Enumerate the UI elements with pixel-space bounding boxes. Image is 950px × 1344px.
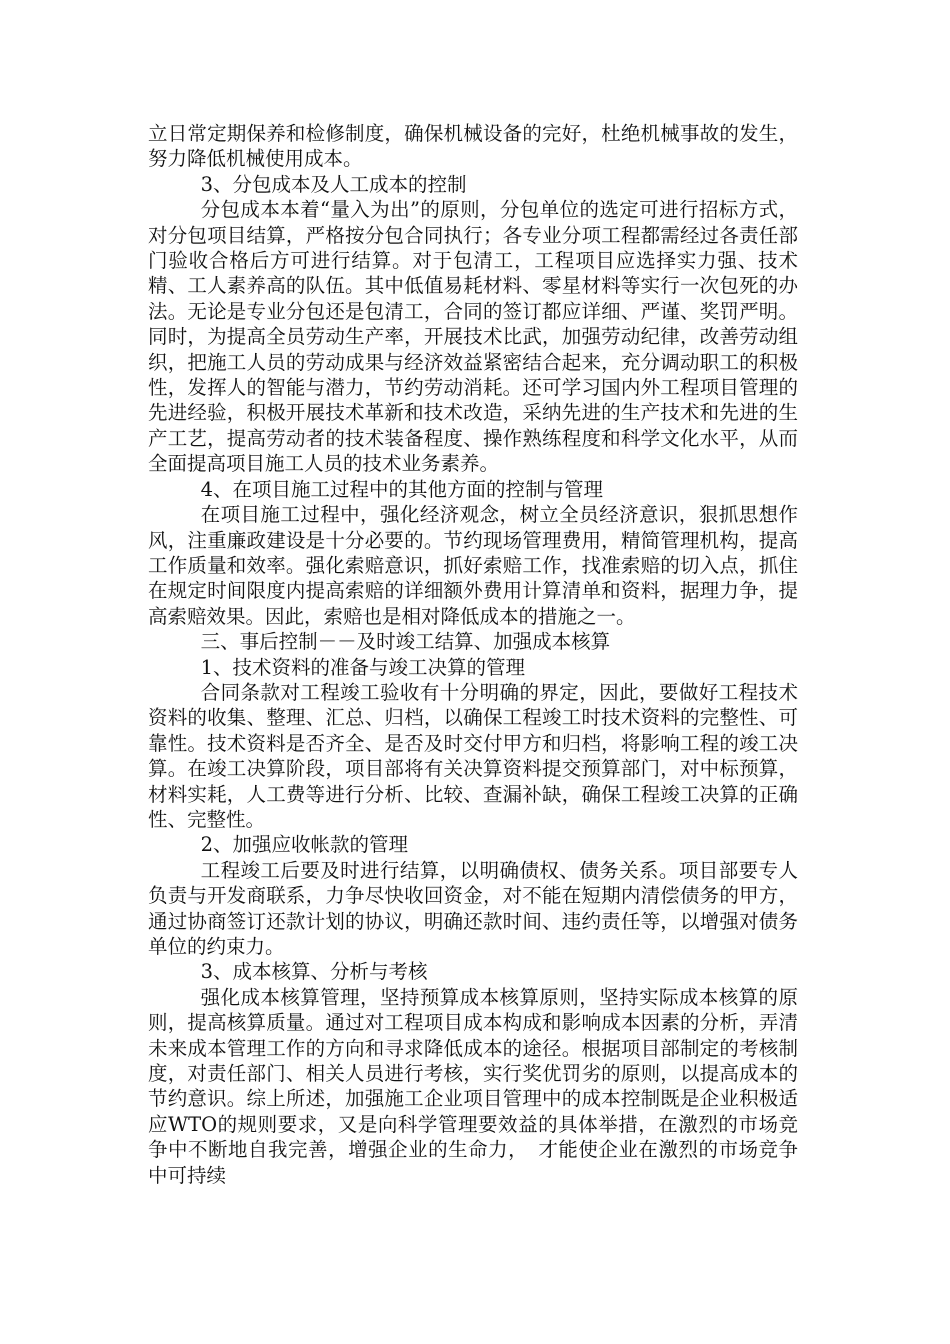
heading-receivables: 2、加强应收帐款的管理 [200,833,409,857]
paragraph-other-controls: 在项目施工过程中，强化经济观念，树立全员经济意识，狠抓思想作风，注重廉政建设是十分必要的。节约现场管理费用，精简管理机构，提高工作质量和效率。强化索赔意识，抓好索赔工作，找准索赔的切入点，抓住在规定时间限度内提高索赔的详细额外费用计算清单和资料，据理力争，提高索赔效果。因此，索赔也是相对降低成本的措施之一。 [148,503,798,628]
paragraph-receivables: 工程竣工后要及时进行结算，以明确债权、债务关系。项目部要专人负责与开发商联系，力争尽快收回资金，对不能在短期内清偿债务的甲方，通过协商签订还款计划的协议，明确还款时间、违约责任等，以增强对债务单位的约束力。 [148,858,798,958]
heading-other-controls: 4、在项目施工过程中的其他方面的控制与管理 [200,477,604,501]
heading-cost-accounting: 3、成本核算、分析与考核 [200,960,428,984]
heading-post-control: 三、事后控制－－及时竣工结算、加强成本核算 [200,630,611,654]
paragraph-subcontract-labor-cost: 分包成本本着“量入为出”的原则，分包单位的选定可进行招标方式，对分包项目结算，严格按分包合同执行；各专业分项工程都需经过各责任部门验收合格后方可进行结算。对于包清工，工程项目应选择实力强、技术精、工人素养高的队伍。其中低值易耗材料、零星材料等实行一次包死的办法。无论是专业分包还是包清工，合同的签订都应详细、严谨、奖罚严明。同时，为提高全员劳动生产率，开展技术比武，加强劳动纪律，改善劳动组织，把施工人员的劳动成果与经济效益紧密结合起来，充分调动职工的积极性，发挥人的智能与潜力，节约劳动消耗。还可学习国内外工程项目管理的先进经验，积极开展技术革新和技术改造，采纳先进的生产技术和先进的生产工艺，提高劳动者的技术装备程度、操作熟练程度和科学文化水平，从而全面提高项目施工人员的技术业务素养。 [148,198,798,476]
document-page [148,121,798,1188]
heading-subcontract-labor-cost: 3、分包成本及人工成本的控制 [200,172,467,196]
paragraph-technical-documents: 合同条款对工程竣工验收有十分明确的界定，因此，要做好工程技术资料的收集、整理、汇总、归档，以确保工程竣工时技术资料的完整性、可靠性。技术资料是否齐全、是否及时交付甲方和归档，将影响工程的竣工决算。在竣工决算阶段，项目部将有关决算资料提交预算部门，对中标预算，材料实耗，人工费等进行分析、比较、查漏补缺，确保工程竣工决算的正确性、完整性。 [148,680,798,831]
paragraph-cost-accounting: 强化成本核算管理，坚持预算成本核算原则，坚持实际成本核算的原则，提高核算质量。通过对工程项目成本构成和影响成本因素的分析，弄清未来成本管理工作的方向和寻求降低成本的途径。根据项目部制定的考核制度，对责任部门、相关人员进行考核，实行奖优罚劣的原则，以提高成本的节约意识。综上所述，加强施工企业项目管理中的成本控制既是企业积极适应WTO的规则要求，又是向科学管理要效益的具体举措，在激烈的市场竞争中不断地自我完善，增强企业的生命力， 才能使企业在激烈的市场竞争中可持续 [148,985,798,1187]
heading-technical-documents: 1、技术资料的准备与竣工决算的管理 [200,655,526,679]
paragraph-machinery-maintenance: 立日常定期保养和检修制度，确保机械设备的完好，杜绝机械事故的发生，努力降低机械使用成本。 [148,122,798,171]
